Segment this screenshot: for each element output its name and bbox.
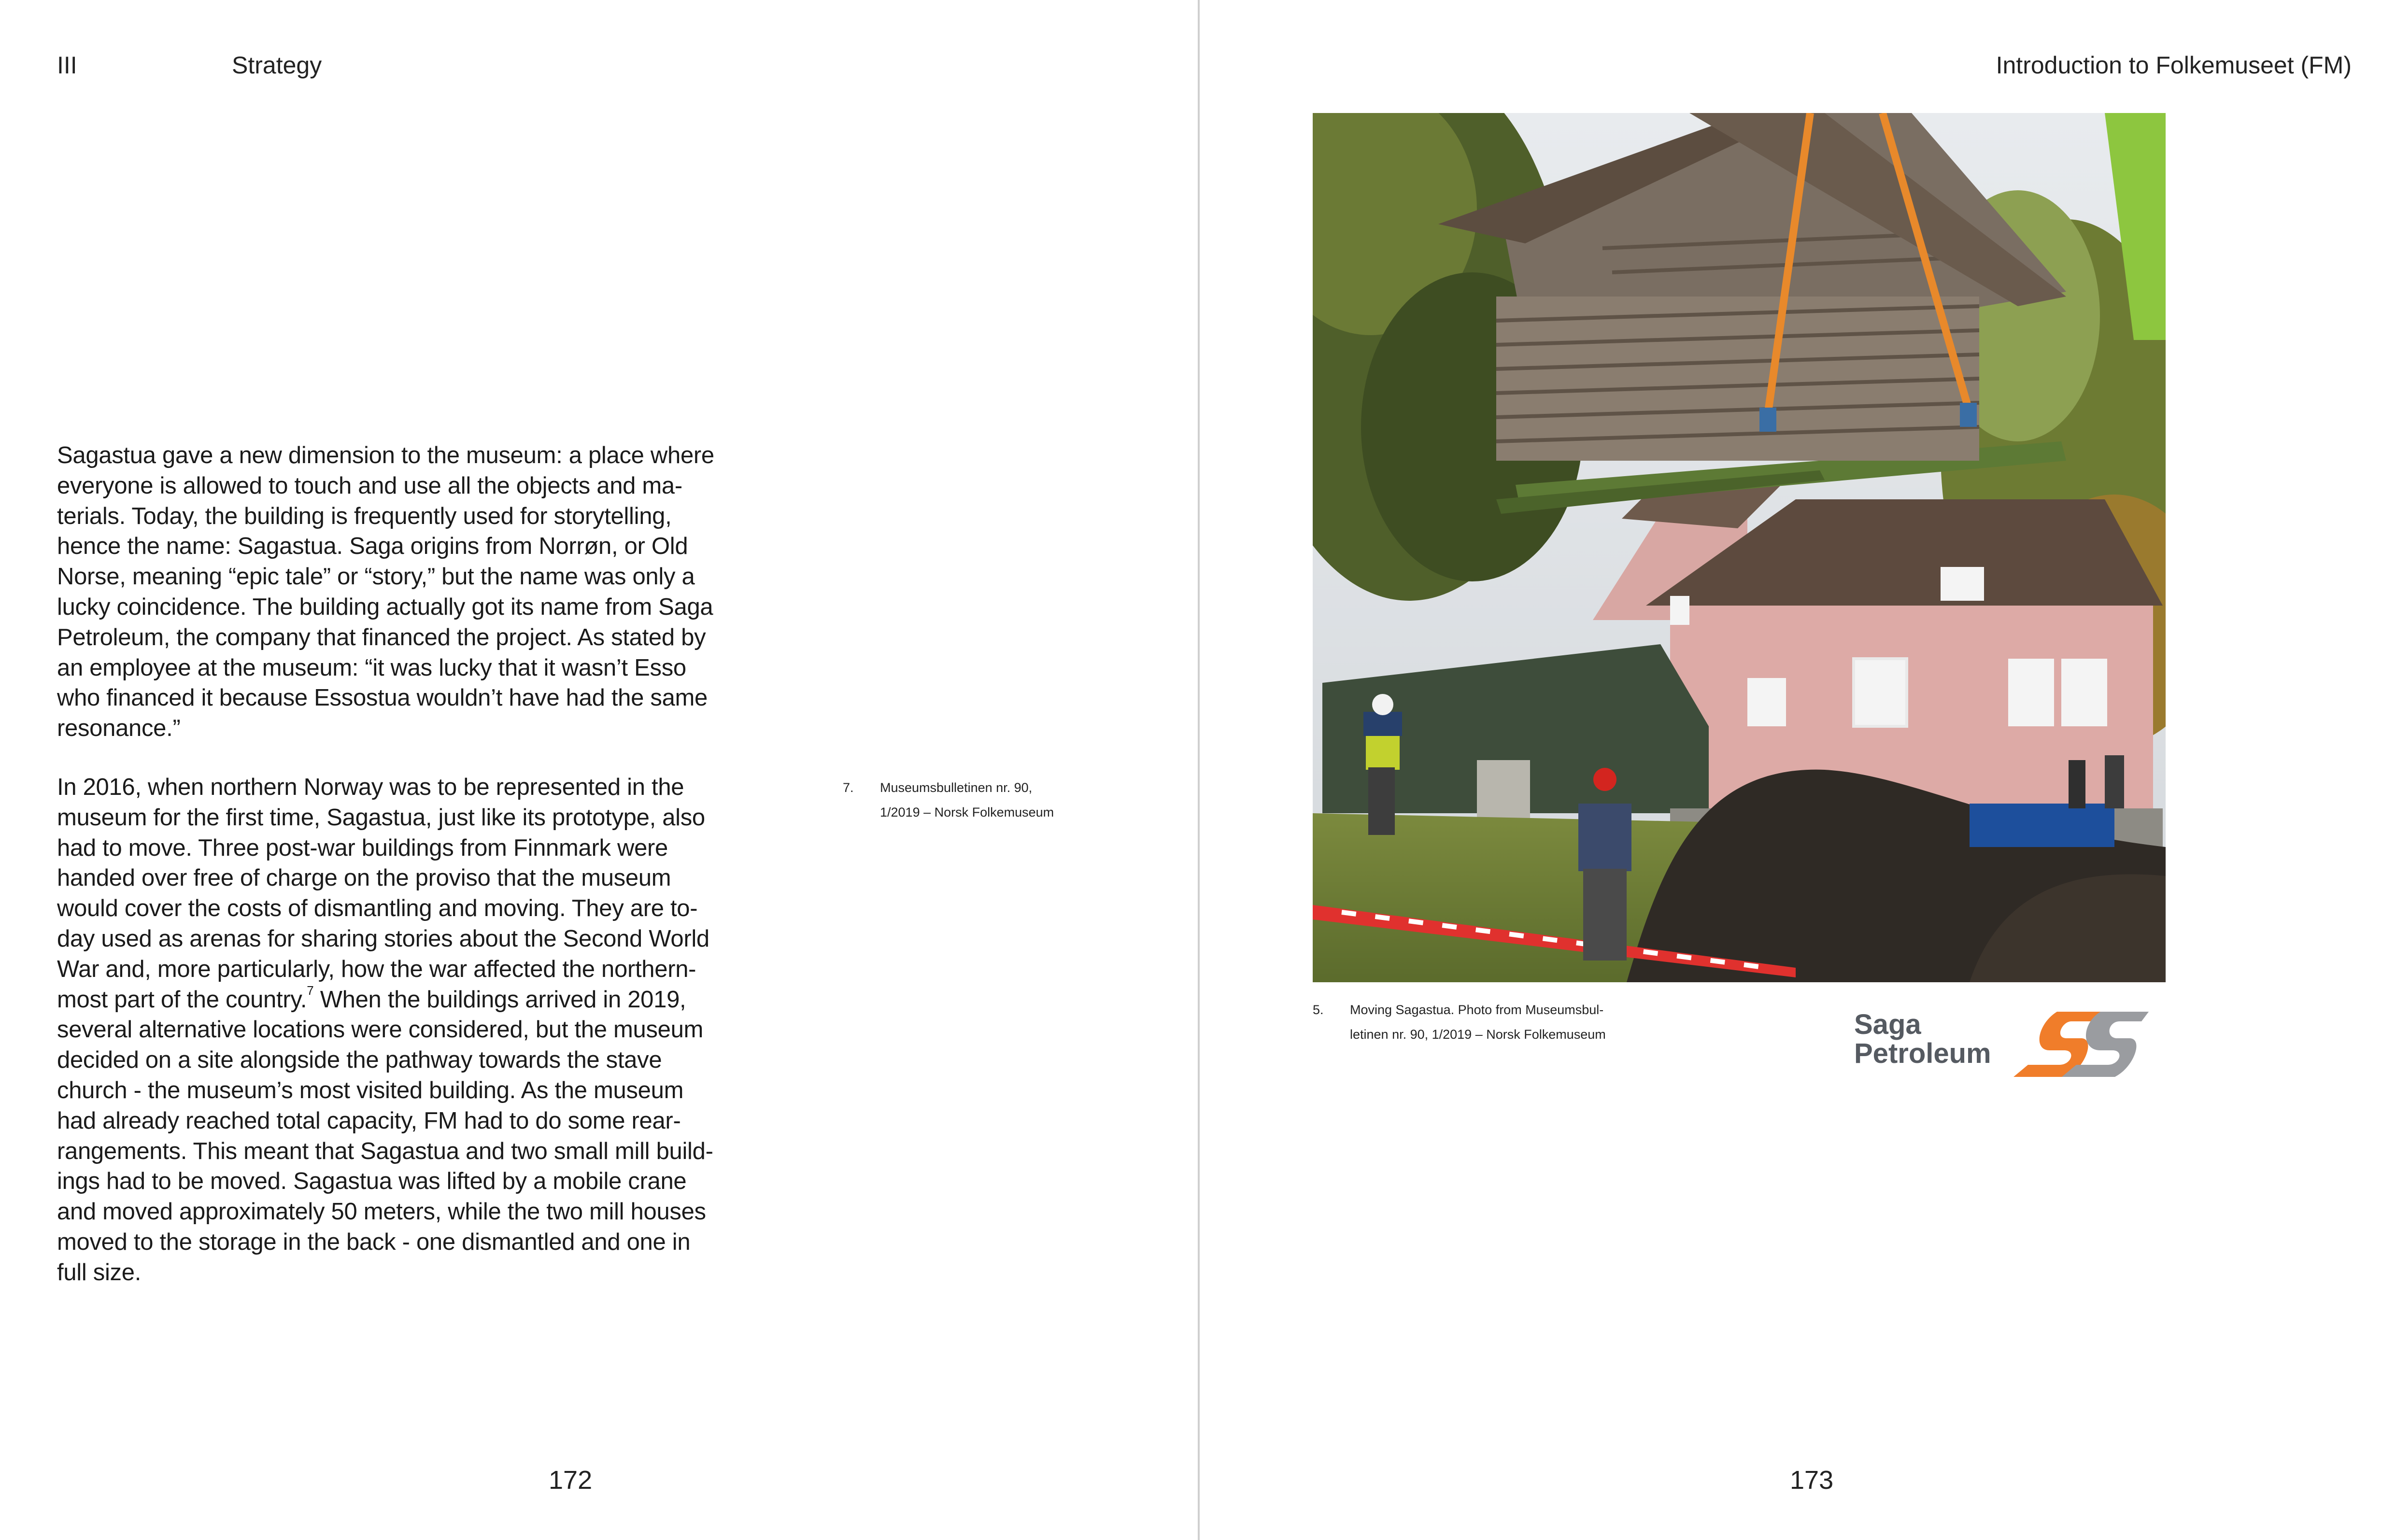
footnote-text [880, 776, 1054, 825]
text-line: who financed it because Essostua wouldn’t have had the same [57, 685, 708, 711]
text-line: Norse, meaning “epic tale” or “story,” but the name was only a [57, 564, 695, 590]
right-page [1200, 0, 2396, 1540]
page-number-right: 173 [1790, 1466, 1834, 1495]
saga-petroleum-logo [1854, 1009, 2163, 1082]
page-number-left: 172 [549, 1466, 593, 1495]
text-line: would cover the costs of dismantling and moving. They are to- [57, 895, 698, 922]
text-line: hence the name: Sagastua. Saga origins from Norrøn, or Old [57, 533, 688, 560]
text-line: an employee at the museum: “it was lucky that it wasn’t Esso [57, 654, 686, 681]
text-line: full size. [57, 1259, 142, 1286]
text-line: War and, more particularly, how the war affected the northern- [57, 956, 696, 982]
text-line: terials. Today, the building is frequently used for storytelling, [57, 503, 672, 529]
text-line: ings had to be moved. Sagastua was lifted by a mobile crane [57, 1168, 687, 1195]
saga-logo-mark-icon [2009, 1009, 2154, 1082]
section-number: III [57, 52, 77, 79]
text-line: had to move. Three post-war buildings from Finnmark were [57, 834, 668, 861]
caption-line: Moving Sagastua. Photo from Museumsbul- [1350, 1003, 1604, 1017]
text-line: and moved approximately 50 meters, while the two mill houses [57, 1199, 706, 1225]
caption-line: letinen nr. 90, 1/2019 – Norsk Folkemuseum [1350, 1027, 1606, 1042]
footnote-number: 7. [843, 780, 854, 795]
text-line: resonance.” [57, 715, 181, 742]
text-line: decided on a site alongside the pathway towards the stave [57, 1047, 662, 1074]
text-line: several alternative locations were considered, but the museum [57, 1017, 704, 1043]
text-line: In 2016, when northern Norway was to be represented in the [57, 774, 684, 800]
text-fragment: most part of the country. [57, 986, 307, 1013]
text-line: everyone is allowed to touch and use all the objects and ma- [57, 472, 682, 499]
caption-number: 5. [1313, 1003, 1324, 1017]
text-line: day used as arenas for sharing stories about the Second World [57, 925, 709, 952]
text-line: church - the museum’s most visited building. As the museum [57, 1077, 684, 1103]
photo-crane-lifting-log-house-icon [1313, 113, 2166, 982]
logo-wordmark [1854, 1010, 1991, 1068]
body-paragraph-2 [57, 772, 743, 1288]
text-fragment: When the buildings arrived in 2019, [313, 986, 686, 1013]
logo-line: Petroleum [1854, 1038, 1991, 1069]
text-line: rangements. This meant that Sagastua and two small mill build- [57, 1138, 713, 1164]
text-line: lucky coincidence. The building actually got its name from Saga [57, 593, 713, 620]
caption-text [1350, 998, 1606, 1047]
text-line: Petroleum, the company that financed the project. As stated by [57, 624, 706, 650]
text-line: had already reached total capacity, FM had to do some rear- [57, 1107, 681, 1134]
footnote-line: Museumsbulletinen nr. 90, [880, 780, 1033, 795]
footnote-line: 1/2019 – Norsk Folkemuseum [880, 805, 1054, 819]
text-line: Sagastua gave a new dimension to the museum: a place where [57, 442, 714, 468]
text-line: handed over free of charge on the proviso that the museum [57, 865, 671, 891]
text-line-with-footnote [57, 985, 743, 1015]
figure-photo [1313, 113, 2166, 982]
body-paragraph-1 [57, 440, 743, 744]
section-title: Strategy [232, 52, 322, 79]
logo-line: Saga [1854, 1009, 1921, 1040]
text-line: museum for the first time, Sagastua, just like its prototype, also [57, 804, 705, 831]
footnote-reference[interactable]: 7 [307, 983, 314, 998]
running-title: Introduction to Folkemuseet (FM) [1996, 52, 2352, 79]
text-line: moved to the storage in the back - one dismantled and one in [57, 1229, 691, 1255]
